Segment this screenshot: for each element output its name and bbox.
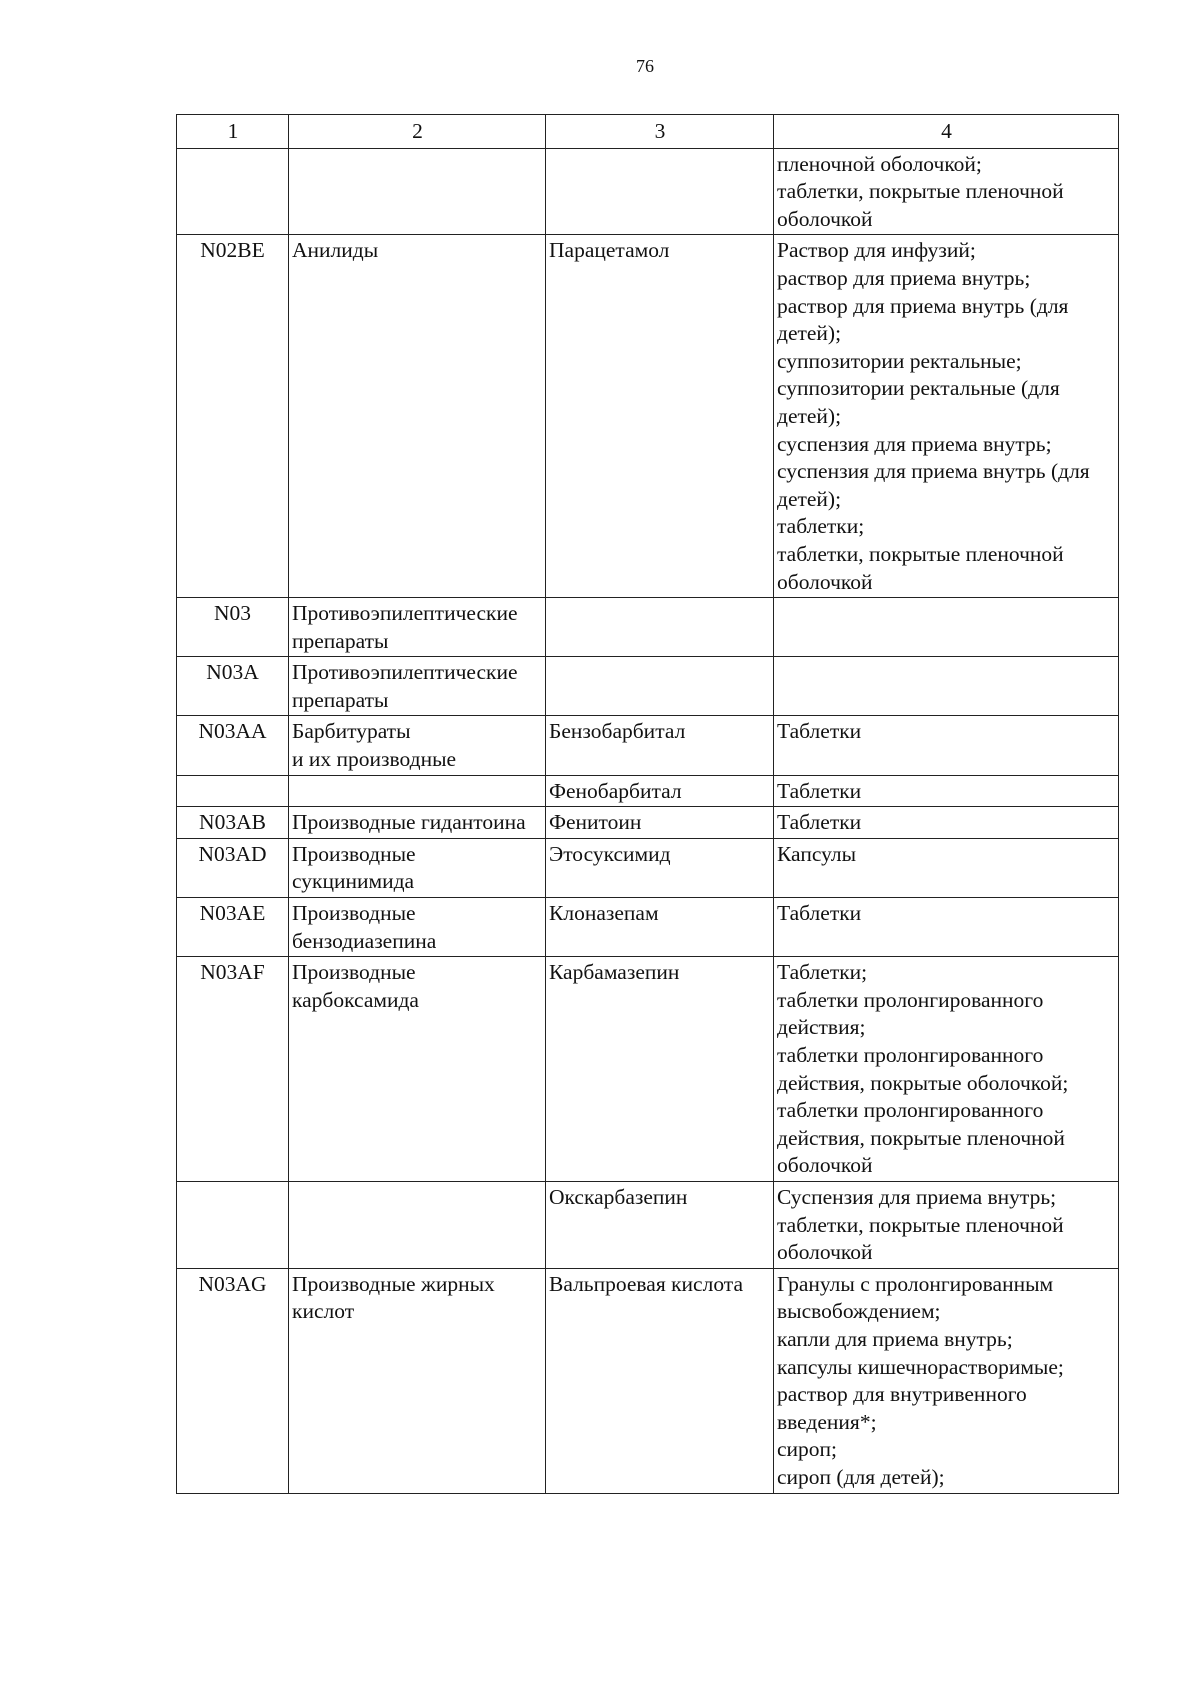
column-header: 1 bbox=[177, 115, 289, 149]
atc-code-cell: N03 bbox=[177, 598, 289, 657]
column-header: 3 bbox=[546, 115, 774, 149]
table-row bbox=[177, 775, 1119, 807]
group-name-cell bbox=[289, 148, 546, 235]
substance-cell: Клоназепам bbox=[546, 898, 774, 957]
group-name-cell: Барбитураты и их производные bbox=[289, 716, 546, 775]
table-row bbox=[177, 657, 1119, 716]
group-name-cell: Производные карбоксамида bbox=[289, 957, 546, 1182]
group-name-cell: Производные жирных кислот bbox=[289, 1268, 546, 1493]
atc-code-cell bbox=[177, 148, 289, 235]
substance-cell: Карбамазепин bbox=[546, 957, 774, 1182]
table-row bbox=[177, 838, 1119, 897]
substance-cell bbox=[546, 148, 774, 235]
group-name-cell bbox=[289, 1181, 546, 1268]
dosage-forms-cell bbox=[774, 598, 1119, 657]
dosage-forms-cell: Таблетки; таблетки пролонгированного действия; таблетки пролонгированного действия, покрытые оболочкой; таблетки пролонгированного действия, покрытые пленочной оболочкой bbox=[774, 957, 1119, 1182]
substance-cell: Этосуксимид bbox=[546, 838, 774, 897]
table-row bbox=[177, 898, 1119, 957]
table-row bbox=[177, 807, 1119, 839]
group-name-cell: Противоэпилептические препараты bbox=[289, 657, 546, 716]
atc-code-cell bbox=[177, 1181, 289, 1268]
dosage-forms-cell: Таблетки bbox=[774, 775, 1119, 807]
table-header-row bbox=[177, 115, 1119, 149]
page-number: 76 bbox=[636, 56, 654, 76]
atc-code-cell: N03AD bbox=[177, 838, 289, 897]
substance-cell: Фенобарбитал bbox=[546, 775, 774, 807]
atc-code-cell: N03AG bbox=[177, 1268, 289, 1493]
substance-cell bbox=[546, 598, 774, 657]
atc-code-cell: N02BE bbox=[177, 235, 289, 598]
atc-code-cell: N03AF bbox=[177, 957, 289, 1182]
dosage-forms-cell: Суспензия для приема внутрь; таблетки, покрытые пленочной оболочкой bbox=[774, 1181, 1119, 1268]
atc-code-cell: N03AB bbox=[177, 807, 289, 839]
atc-code-cell: N03AA bbox=[177, 716, 289, 775]
dosage-forms-cell bbox=[774, 657, 1119, 716]
table-row bbox=[177, 716, 1119, 775]
atc-code-cell: N03A bbox=[177, 657, 289, 716]
substance-cell bbox=[546, 657, 774, 716]
dosage-forms-cell: Таблетки bbox=[774, 807, 1119, 839]
table-row bbox=[177, 235, 1119, 598]
substance-cell: Фенитоин bbox=[546, 807, 774, 839]
dosage-forms-cell: пленочной оболочкой; таблетки, покрытые пленочной оболочкой bbox=[774, 148, 1119, 235]
column-header: 2 bbox=[289, 115, 546, 149]
group-name-cell: Производные бензодиазепина bbox=[289, 898, 546, 957]
medication-table bbox=[176, 114, 1119, 1494]
substance-cell: Бензобарбитал bbox=[546, 716, 774, 775]
table-row bbox=[177, 1268, 1119, 1493]
dosage-forms-cell: Гранулы с пролонгированным высвобождением; капли для приема внутрь; капсулы кишечнорастворимые; раствор для внутривенного введения*; сироп; сироп (для детей); bbox=[774, 1268, 1119, 1493]
table-row bbox=[177, 148, 1119, 235]
atc-code-cell: N03AE bbox=[177, 898, 289, 957]
table-row bbox=[177, 598, 1119, 657]
group-name-cell: Противоэпилептические препараты bbox=[289, 598, 546, 657]
dosage-forms-cell: Раствор для инфузий; раствор для приема внутрь; раствор для приема внутрь (для детей); суппозитории ректальные; суппозитории ректальные (для детей); суспензия для приема внутрь; суспензия для приема внутрь (для детей); таблетки; таблетки, покрытые пленочной оболочкой bbox=[774, 235, 1119, 598]
substance-cell: Окскарбазепин bbox=[546, 1181, 774, 1268]
table-row bbox=[177, 957, 1119, 1182]
substance-cell: Вальпроевая кислота bbox=[546, 1268, 774, 1493]
group-name-cell: Анилиды bbox=[289, 235, 546, 598]
group-name-cell: Производные гидантоина bbox=[289, 807, 546, 839]
atc-code-cell bbox=[177, 775, 289, 807]
table-body bbox=[177, 148, 1119, 1493]
table-row bbox=[177, 1181, 1119, 1268]
dosage-forms-cell: Таблетки bbox=[774, 716, 1119, 775]
dosage-forms-cell: Таблетки bbox=[774, 898, 1119, 957]
group-name-cell: Производные сукцинимида bbox=[289, 838, 546, 897]
dosage-forms-cell: Капсулы bbox=[774, 838, 1119, 897]
substance-cell: Парацетамол bbox=[546, 235, 774, 598]
column-header: 4 bbox=[774, 115, 1119, 149]
group-name-cell bbox=[289, 775, 546, 807]
